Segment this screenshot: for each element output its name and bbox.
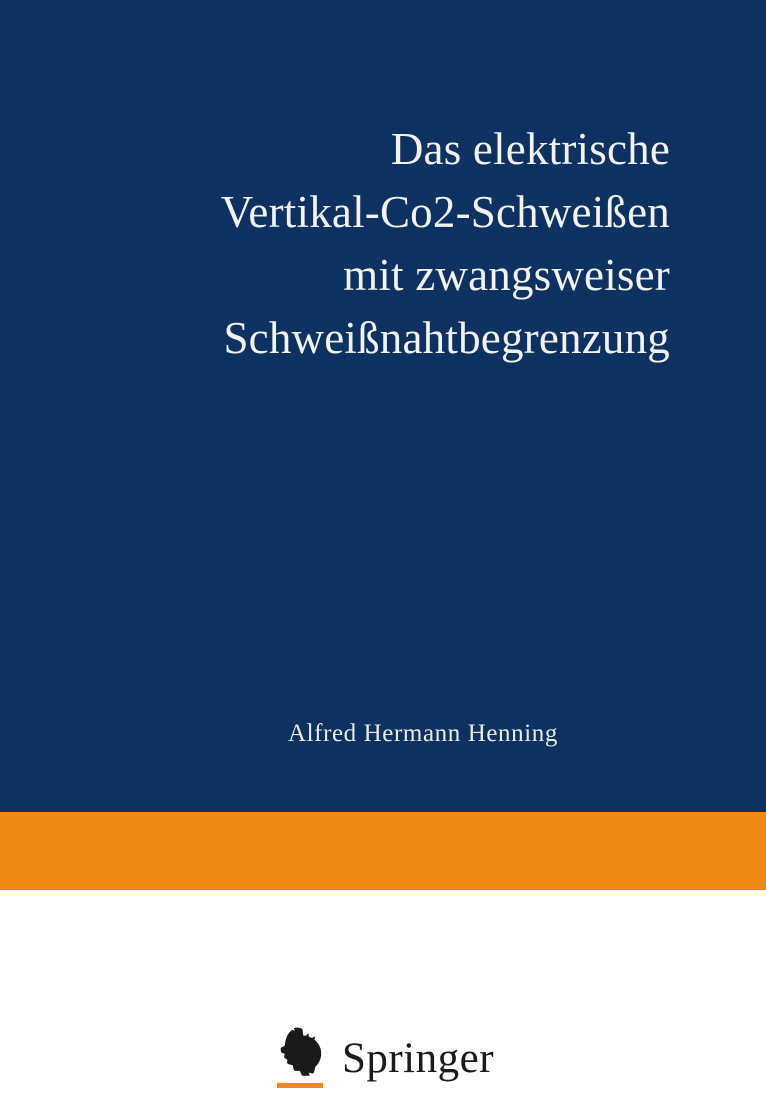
- title-line-1: Das elektrische: [390, 124, 670, 174]
- publisher-logo: [0, 1022, 766, 1088]
- springer-horse-icon: [272, 1022, 328, 1088]
- accent-band: [0, 812, 766, 890]
- book-title: [0, 118, 766, 370]
- cover-bottom-area: [0, 890, 766, 1099]
- logo-underline: [277, 1083, 323, 1088]
- title-line-3: mit zwangsweiser: [343, 250, 670, 300]
- title-line-2: Vertikal-Co2-Schweißen: [220, 187, 670, 237]
- publisher-name: Springer: [341, 1035, 495, 1082]
- title-line-4: Schweißnahtbegrenzung: [223, 313, 670, 363]
- author-block: [0, 718, 766, 750]
- author-name: Alfred Hermann Henning: [287, 720, 558, 747]
